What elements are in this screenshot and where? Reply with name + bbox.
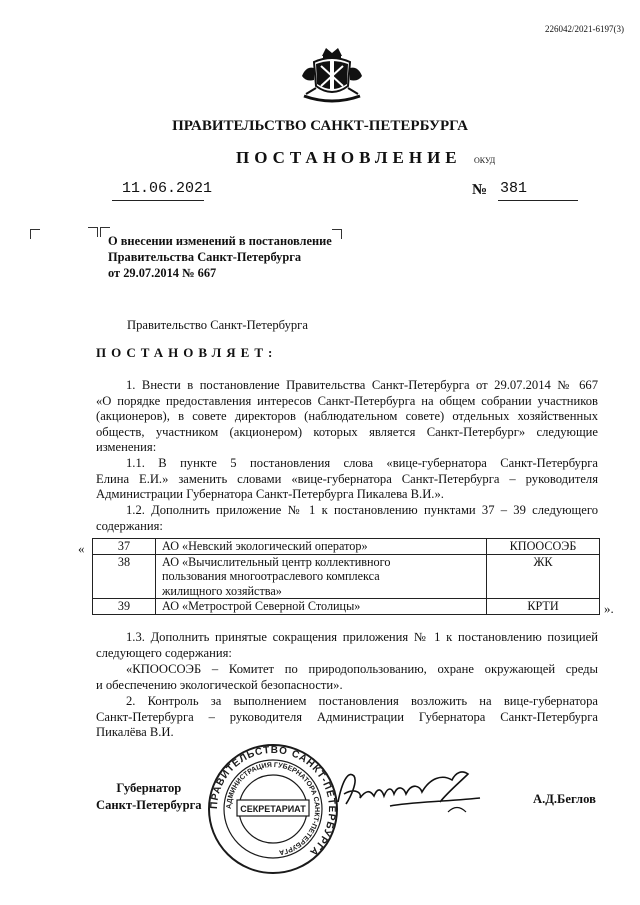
signatory-title bbox=[96, 780, 202, 814]
text-line: Пикалёва В.И. bbox=[96, 725, 174, 739]
text-line: обществ, участником (акционером) которых является Санкт-Петербург» следующие bbox=[96, 424, 598, 439]
stamp-inner-text: АДМИНИСТРАЦИЯ ГУБЕРНАТОРА САНКТ-ПЕТЕРБУРГА bbox=[225, 761, 321, 856]
table-open-quote: « bbox=[78, 541, 85, 556]
table-close-quote: ». bbox=[604, 601, 614, 616]
subject-corner-mark bbox=[332, 229, 342, 239]
text-line: 1.3. Дополнить принятые сокращения приложения № 1 к постановлению позицией bbox=[126, 630, 598, 644]
document-registration-number: 226042/2021-6197(3) bbox=[545, 24, 624, 34]
subject-line: О внесении изменений в постановление bbox=[108, 234, 332, 248]
table-cell-abbreviation: КРТИ bbox=[487, 599, 600, 615]
appendix-table bbox=[92, 538, 600, 615]
table-row bbox=[93, 599, 600, 615]
paragraph-1-1 bbox=[96, 456, 598, 503]
decree-keyword: ПОСТАНОВЛЯЕТ: bbox=[96, 345, 278, 360]
stamp-center-text: СЕКРЕТАРИАТ bbox=[240, 804, 306, 814]
text-line: следующего содержания: bbox=[96, 645, 232, 660]
table-row bbox=[93, 554, 600, 599]
text-line: 1.2. Дополнить приложение № 1 к постановлению пунктами 37 – 39 следующего bbox=[126, 503, 598, 517]
text-line: содержания: bbox=[96, 518, 163, 533]
official-stamp bbox=[206, 742, 340, 876]
document-number: 381 bbox=[500, 180, 528, 197]
margin-corner-mark bbox=[30, 229, 40, 239]
organization-line: жилищного хозяйства» bbox=[162, 583, 282, 598]
table-cell-number: 37 bbox=[93, 539, 156, 555]
text-line: «КПООСОЭБ – Комитет по природопользованию, охране окружающей среды bbox=[126, 662, 598, 676]
text-line: «О порядке предоставления интересов Санкт-Петербурга на общем собрании участников bbox=[96, 393, 598, 408]
document-subject bbox=[108, 233, 332, 281]
coat-of-arms-emblem bbox=[296, 46, 368, 108]
table-cell-organization bbox=[156, 539, 487, 555]
document-date: 11.06.2021 bbox=[122, 180, 213, 197]
table-cell-organization bbox=[156, 599, 487, 615]
stamp-outer-text: ПРАВИТЕЛЬСТВО САНКТ-ПЕТЕРБУРГА bbox=[208, 744, 338, 858]
text-line: изменения: bbox=[96, 440, 157, 454]
number-sign: № bbox=[472, 182, 488, 198]
paragraph-1-2 bbox=[96, 503, 598, 534]
table-cell-number: 38 bbox=[93, 554, 156, 599]
organization-line: пользования многоотраслевого комплекса bbox=[162, 569, 380, 583]
text-line: 1.1. В пункте 5 постановления слова «вице-губернатора Санкт-Петербурга bbox=[126, 456, 598, 470]
text-line: и обеспечению экологической безопасности». bbox=[96, 677, 343, 692]
abbreviation-definition bbox=[96, 662, 598, 693]
handwritten-signature bbox=[330, 762, 500, 822]
text-line: Санкт-Петербурга – руководителя Администрации Губернатора Санкт-Петербурга bbox=[96, 709, 598, 724]
organization-line: АО «Метрострой Северной Столицы» bbox=[162, 599, 361, 613]
text-line: Администрации Губернатора Санкт-Петербурга Пикалева В.И.». bbox=[96, 487, 444, 501]
signatory-title-line: Губернатор bbox=[116, 781, 182, 795]
table-cell-abbreviation: ЖК bbox=[487, 554, 600, 599]
issuer-line: Правительство Санкт-Петербурга bbox=[127, 318, 308, 332]
document-type-title: ПОСТАНОВЛЕНИЕ bbox=[236, 148, 462, 167]
organization-line: АО «Вычислительный центр коллективного bbox=[162, 554, 391, 569]
subject-line: от 29.07.2014 № 667 bbox=[108, 266, 217, 280]
subject-corner-mark bbox=[88, 227, 98, 237]
organization-line: АО «Невский экологический оператор» bbox=[162, 539, 368, 553]
text-line: (акционеров), в совете директоров (наблюдательном совете) отдельных хозяйственных bbox=[96, 409, 598, 423]
text-line: 1. Внести в постановление Правительства Санкт-Петербурга от 29.07.2014 № 667 bbox=[126, 378, 598, 392]
table-row bbox=[93, 539, 600, 555]
signer-name: А.Д.Беглов bbox=[533, 792, 596, 806]
paragraph-2 bbox=[96, 694, 598, 741]
table-cell-number: 39 bbox=[93, 599, 156, 615]
date-underline bbox=[112, 200, 204, 201]
okud-label: ОКУД bbox=[474, 156, 496, 165]
paragraph-1-3 bbox=[96, 630, 598, 661]
text-line: Елина Е.И.» заменить словами «вице-губернатора Санкт-Петербурга – руководителя bbox=[96, 471, 598, 486]
table-cell-organization bbox=[156, 554, 487, 599]
government-name-heading: ПРАВИТЕЛЬСТВО САНКТ-ПЕТЕРБУРГА bbox=[172, 118, 468, 134]
number-underline bbox=[498, 200, 578, 201]
signatory-title-line: Санкт-Петербурга bbox=[96, 798, 202, 812]
table-cell-abbreviation: КПООСОЭБ bbox=[487, 539, 600, 555]
paragraph-1 bbox=[96, 378, 598, 456]
subject-line: Правительства Санкт-Петербурга bbox=[108, 250, 302, 264]
text-line: 2. Контроль за выполнением постановления возложить на вице-губернатора bbox=[126, 694, 598, 708]
